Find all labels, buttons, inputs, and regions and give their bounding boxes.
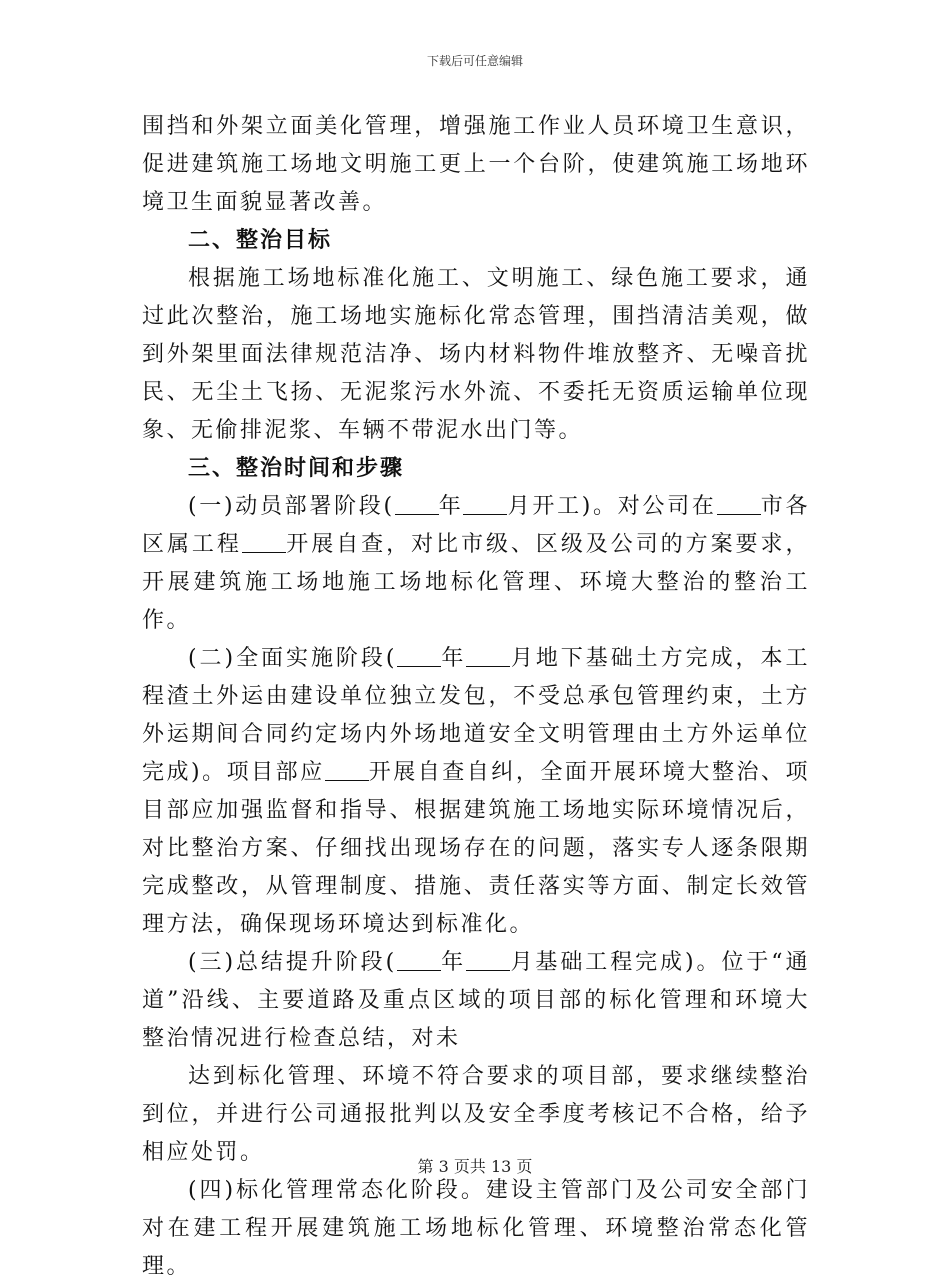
page-header: 下载后可任意编辑 (426, 54, 523, 68)
blank-field (466, 646, 510, 667)
paragraph-stage-1: (一)动员部署阶段( 年 月开工)。对公司在 市各区属工程 开展自查，对比市级、区级及公司的方案要求，开展建筑施工场地施工场地标化管理、环境大整治的整治工作。 (142, 494, 810, 633)
blank-field (242, 532, 286, 553)
paragraph-stage-3-continued: 达到标化管理、环境不符合要求的项目部，要求继续整治到位，并进行公司通报批判以及安全季度考核记不合格，给予相应处罚。 (142, 1064, 810, 1165)
paragraph-continuation: 围挡和外架立面美化管理，增强施工作业人员环境卫生意识，促进建筑施工场地文明施工更上一个台阶，使建筑施工场地环境卫生面貌显著改善。 (142, 114, 810, 215)
document-body (142, 108, 810, 1286)
blank-field (466, 950, 510, 971)
paragraph-stage-2: (二)全面实施阶段( 年 月地下基础土方完成，本工程渣土外运由建设单位独立发包，不受总承包管理约束，土方外运期间合同约定场内外场地道安全文明管理由土方外运单位完成)。项目部应 开展自查自纠，全面开展环境大整治、项目部应加强监督和指导、根据建筑施工场地实际环境情况后，对比整治方案、仔细找出现场存在的问题，落实专人逐条限期完成整改，从管理制度、措施、责任落实等方面、制定长效管理方法，确保现场环境达到标准化。 (142, 646, 810, 937)
blank-field (325, 760, 369, 781)
paragraph-stage-4: (四)标化管理常态化阶段。建设主管部门及公司安全部门对在建工程开展建筑施工场地标化管理、环境整治常态化管理。 (142, 1178, 810, 1279)
blank-field (463, 494, 507, 515)
paragraph-goals: 根据施工场地标准化施工、文明施工、绿色施工要求，通过此次整治，施工场地实施标化常态管理，围挡清洁美观，做到外架里面法律规范洁净、场内材料物件堆放整齐、无噪音扰民、无尘土飞扬、无泥浆污水外流、不委托无资质运输单位现象、无偷排泥浆、车辆不带泥水出门等。 (142, 266, 810, 443)
page-footer: 第 3 页共 13 页 (417, 1157, 533, 1176)
blank-field (395, 494, 439, 515)
section-heading-goals: 二、整治目标 (188, 228, 333, 253)
blank-field (397, 950, 441, 971)
blank-field (397, 646, 441, 667)
paragraph-stage-3: (三)总结提升阶段( 年 月基础工程完成)。位于“通道”沿线、主要道路及重点区域的项目部的标化管理和环境大整治情况进行检查总结，对未 (142, 950, 810, 1051)
blank-field (717, 494, 761, 515)
section-heading-schedule: 三、整治时间和步骤 (188, 456, 405, 481)
